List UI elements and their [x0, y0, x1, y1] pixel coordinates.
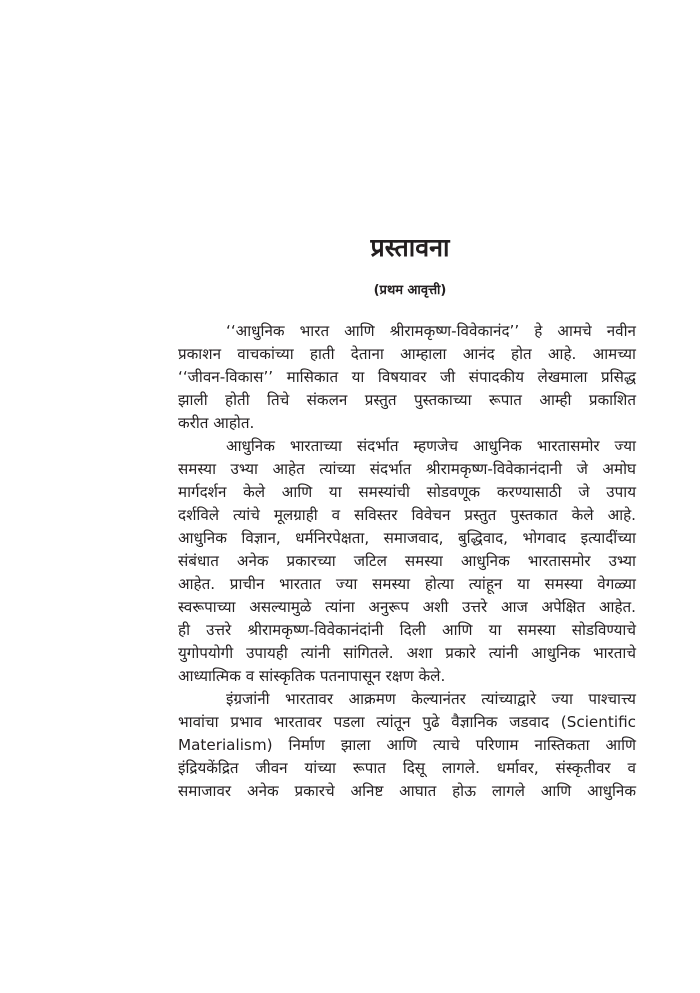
text-line: ‘‘आधुनिक भारत आणि श्रीरामकृष्ण-विवेकानंद’’ हे आमचे नवीन	[226, 322, 636, 340]
text-line: ही उत्तरे श्रीरामकृष्ण-विवेकानंदांनी दिली आणि या समस्या सोडविण्याचे	[178, 621, 636, 639]
paragraph	[178, 688, 636, 803]
text-line: संबंधात अनेक प्रकारच्या जटिल समस्या आधुनिक भारतासमोर उभ्या	[178, 552, 636, 570]
page-title: प्रस्तावना	[370, 233, 450, 262]
text-line: आधुनिक भारताच्या संदर्भात म्हणजेच आधुनिक भारतासमोर ज्या	[226, 437, 636, 455]
text-line: भावांचा प्रभाव भारतावर पडला त्यांतून पुढे वैज्ञानिक जडवाद (Scientific	[178, 713, 636, 731]
text-line: प्रकाशन वाचकांच्या हाती देताना आम्हाला आनंद होत आहे. आमच्या	[178, 345, 636, 363]
text-line: आधुनिक विज्ञान, धर्मनिरपेक्षता, समाजवाद, बुद्धिवाद, भोगवाद इत्यादींच्या	[178, 529, 636, 547]
text-line: Materialism) निर्माण झाला आणि त्याचे परिणाम नास्तिकता आणि	[178, 736, 636, 754]
text-line: समस्या उभ्या आहेत त्यांच्या संदर्भात श्रीरामकृष्ण-विवेकानंदानी जे अमोघ	[178, 460, 636, 478]
text-line: इंद्रियकेंद्रित जीवन यांच्या रूपात दिसू लागले. धर्मावर, संस्कृतीवर व	[178, 759, 636, 777]
paragraph	[178, 435, 636, 688]
text-line: झाली होती तिचे संकलन प्रस्तुत पुस्तकाच्या रूपात आम्ही प्रकाशित	[178, 391, 636, 409]
body-text	[178, 320, 636, 803]
text-line: दर्शविले त्यांचे मूलग्राही व सविस्तर विवेचन प्रस्तुत पुस्तकात केले आहे.	[178, 506, 636, 524]
page-subtitle: (प्रथम आवृत्ती)	[373, 283, 447, 298]
paragraph	[178, 320, 636, 435]
text-line: इंग्रजांनी भारतावर आक्रमण केल्यानंतर त्यांच्याद्वारे ज्या पाश्चात्त्य	[226, 690, 636, 708]
text-line: युगोपयोगी उपायही त्यांनी सांगितले. अशा प्रकारे त्यांनी आधुनिक भारताचे	[178, 644, 636, 662]
text-line: करीत आहोत.	[178, 414, 255, 432]
text-line: आध्यात्मिक व सांस्कृतिक पतनापासून रक्षण केले.	[178, 667, 446, 685]
text-line: मार्गदर्शन केले आणि या समस्यांची सोडवणूक करण्यासाठी जे उपाय	[178, 483, 636, 501]
text-line: स्वरूपाच्या असल्यामुळे त्यांना अनुरूप अशी उत्तरे आज अपेक्षित आहेत.	[178, 598, 636, 616]
text-line: ‘‘जीवन-विकास’’ मासिकात या विषयावर जी संपादकीय लेखमाला प्रसिद्ध	[178, 368, 636, 386]
text-line: समाजावर अनेक प्रकारचे अनिष्ट आघात होऊ लागले आणि आधुनिक	[178, 782, 636, 800]
text-line: आहेत. प्राचीन भारतात ज्या समस्या होत्या त्यांहून या समस्या वेगळ्या	[178, 575, 636, 593]
